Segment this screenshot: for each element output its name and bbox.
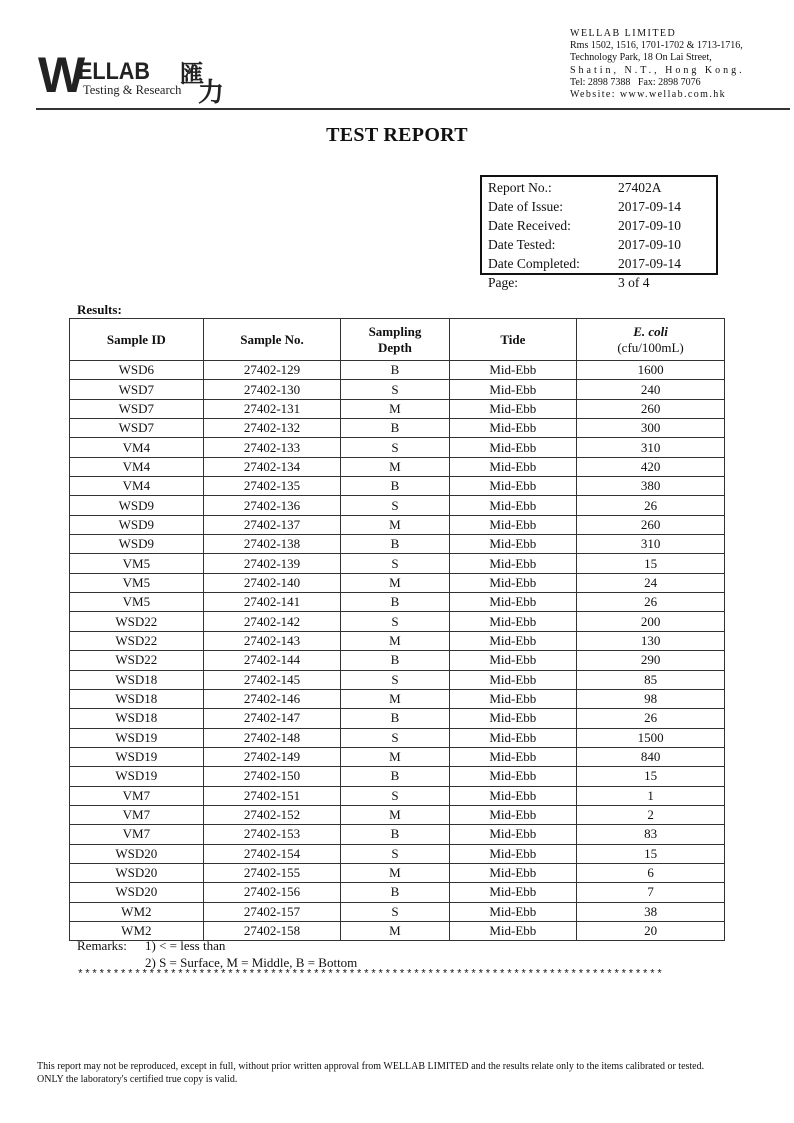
cell-sample-id: WSD7: [70, 419, 204, 438]
cell-sample-id: WSD9: [70, 515, 204, 534]
cell-tide: Mid-Ebb: [449, 361, 577, 380]
cell-tide: Mid-Ebb: [449, 921, 577, 940]
cell-tide: Mid-Ebb: [449, 844, 577, 863]
company-tel-fax: Tel: 2898 7388 Fax: 2898 7076: [570, 76, 701, 88]
table-row: [70, 883, 725, 902]
cell-sample-id: WSD18: [70, 670, 204, 689]
cell-tide: Mid-Ebb: [449, 670, 577, 689]
cell-sampling-depth: B: [341, 709, 449, 728]
cell-sample-id: VM5: [70, 573, 204, 592]
cell-tide: Mid-Ebb: [449, 554, 577, 573]
cell-sample-no: 27402-152: [203, 805, 341, 824]
cell-sampling-depth: B: [341, 419, 449, 438]
table-row: [70, 593, 725, 612]
cell-sample-id: WSD22: [70, 631, 204, 650]
cell-sampling-depth: S: [341, 728, 449, 747]
cell-sampling-depth: B: [341, 361, 449, 380]
cell-sample-id: WSD20: [70, 863, 204, 882]
results-heading: Results:: [77, 302, 122, 317]
cell-tide: Mid-Ebb: [449, 631, 577, 650]
info-value: 2017-09-14: [618, 199, 681, 214]
cell-sample-id: WM2: [70, 921, 204, 940]
cell-ecoli: 260: [577, 515, 725, 534]
table-row: [70, 554, 725, 573]
table-row: [70, 767, 725, 786]
cell-sampling-depth: B: [341, 535, 449, 554]
cell-tide: Mid-Ebb: [449, 709, 577, 728]
cell-sample-id: WSD22: [70, 651, 204, 670]
header-divider: [36, 108, 790, 110]
cell-sampling-depth: M: [341, 631, 449, 650]
info-label: Date Completed:: [488, 256, 580, 271]
cell-ecoli: 24: [577, 573, 725, 592]
cell-sample-no: 27402-137: [203, 515, 341, 534]
cell-sampling-depth: S: [341, 438, 449, 457]
cell-sample-no: 27402-142: [203, 612, 341, 631]
cell-sample-id: WSD19: [70, 747, 204, 766]
cell-sample-id: WSD9: [70, 535, 204, 554]
header-sampling-depth: [341, 319, 449, 361]
cell-sample-no: 27402-151: [203, 786, 341, 805]
cell-sample-id: VM7: [70, 805, 204, 824]
cell-sample-id: WSD20: [70, 883, 204, 902]
cell-sampling-depth: S: [341, 380, 449, 399]
table-row: [70, 477, 725, 496]
cell-sampling-depth: S: [341, 844, 449, 863]
cell-sample-no: 27402-157: [203, 902, 341, 921]
cell-sampling-depth: M: [341, 573, 449, 592]
cell-sample-no: 27402-145: [203, 670, 341, 689]
logo-w: W: [38, 47, 84, 103]
footer-line-1: This report may not be reproduced, except in full, without prior written approval from WELLAB LIMITED and the results relate only to the items calibrated or tested.: [37, 1061, 705, 1072]
cell-sample-no: 27402-154: [203, 844, 341, 863]
cell-tide: Mid-Ebb: [449, 689, 577, 708]
cell-sample-no: 27402-129: [203, 361, 341, 380]
info-label: Page:: [488, 275, 518, 290]
cell-sample-id: WSD18: [70, 689, 204, 708]
cell-tide: Mid-Ebb: [449, 612, 577, 631]
table-row: [70, 573, 725, 592]
table-row: [70, 399, 725, 418]
cell-sample-no: 27402-146: [203, 689, 341, 708]
results-table-body: [70, 361, 725, 941]
cell-ecoli: 200: [577, 612, 725, 631]
table-row: [70, 535, 725, 554]
header-sample-id: Sample ID: [70, 319, 204, 361]
table-row: [70, 689, 725, 708]
cell-sample-no: 27402-139: [203, 554, 341, 573]
cell-tide: Mid-Ebb: [449, 477, 577, 496]
info-value: 2017-09-10: [618, 218, 681, 233]
cell-ecoli: 300: [577, 419, 725, 438]
cell-ecoli: 26: [577, 496, 725, 515]
header-ecoli-units: (cfu/100mL): [617, 339, 684, 355]
cell-sample-no: 27402-153: [203, 825, 341, 844]
table-row: [70, 457, 725, 476]
logo-ellab: ELLAB: [78, 58, 150, 85]
cell-ecoli: 290: [577, 651, 725, 670]
cell-sample-id: WM2: [70, 902, 204, 921]
table-row: [70, 728, 725, 747]
info-value: 2017-09-10: [618, 237, 681, 252]
cell-sample-id: VM4: [70, 457, 204, 476]
remarks-label: Remarks:: [77, 938, 127, 953]
cell-tide: Mid-Ebb: [449, 767, 577, 786]
info-label: Date Tested:: [488, 237, 556, 252]
cell-ecoli: 840: [577, 747, 725, 766]
cell-sample-id: VM7: [70, 786, 204, 805]
cell-ecoli: 420: [577, 457, 725, 476]
cell-sample-id: WSD7: [70, 399, 204, 418]
info-value: 2017-09-14: [618, 256, 681, 271]
cell-sample-id: VM4: [70, 477, 204, 496]
cell-tide: Mid-Ebb: [449, 515, 577, 534]
table-row: [70, 747, 725, 766]
remarks: [77, 937, 357, 971]
cell-sampling-depth: S: [341, 902, 449, 921]
company-logo: [38, 47, 278, 107]
footer-disclaimer: [37, 1060, 777, 1086]
cell-ecoli: 15: [577, 767, 725, 786]
cell-sample-no: 27402-149: [203, 747, 341, 766]
cell-tide: Mid-Ebb: [449, 883, 577, 902]
cell-sample-no: 27402-158: [203, 921, 341, 940]
cell-ecoli: 83: [577, 825, 725, 844]
remarks-item-2: 2) S = Surface, M = Middle, B = Bottom: [145, 955, 358, 970]
cell-tide: Mid-Ebb: [449, 457, 577, 476]
cell-sampling-depth: S: [341, 612, 449, 631]
cell-sample-no: 27402-138: [203, 535, 341, 554]
cell-ecoli: 310: [577, 535, 725, 554]
cell-sample-id: WSD19: [70, 728, 204, 747]
cell-sampling-depth: S: [341, 670, 449, 689]
cell-sample-id: WSD9: [70, 496, 204, 515]
cell-sample-no: 27402-143: [203, 631, 341, 650]
table-row: [70, 380, 725, 399]
cell-sampling-depth: B: [341, 883, 449, 902]
company-name: WELLAB LIMITED: [570, 28, 677, 39]
cell-sample-no: 27402-134: [203, 457, 341, 476]
cell-sampling-depth: B: [341, 477, 449, 496]
table-row: [70, 496, 725, 515]
cell-sampling-depth: M: [341, 399, 449, 418]
cell-sample-no: 27402-156: [203, 883, 341, 902]
cell-sample-id: VM4: [70, 438, 204, 457]
cell-ecoli: 380: [577, 477, 725, 496]
table-row: [70, 515, 725, 534]
table-row: [70, 825, 725, 844]
cell-ecoli: 20: [577, 921, 725, 940]
table-row: [70, 651, 725, 670]
company-address-line-1: Rms 1502, 1516, 1701-1702 & 1713-1716,: [570, 40, 743, 52]
table-row: [70, 670, 725, 689]
cell-sample-no: 27402-150: [203, 767, 341, 786]
cell-sample-no: 27402-140: [203, 573, 341, 592]
table-row: [70, 902, 725, 921]
cell-sample-id: WSD6: [70, 361, 204, 380]
cell-ecoli: 7: [577, 883, 725, 902]
info-value: 27402A: [618, 180, 662, 195]
cell-sample-id: WSD22: [70, 612, 204, 631]
cell-ecoli: 38: [577, 902, 725, 921]
cell-tide: Mid-Ebb: [449, 825, 577, 844]
cell-sample-id: WSD18: [70, 709, 204, 728]
cell-tide: Mid-Ebb: [449, 902, 577, 921]
cell-sampling-depth: M: [341, 863, 449, 882]
cell-sampling-depth: S: [341, 786, 449, 805]
cell-sampling-depth: M: [341, 921, 449, 940]
table-row: [70, 709, 725, 728]
report-info-box: [480, 175, 718, 275]
cell-sample-no: 27402-131: [203, 399, 341, 418]
logo-cjk-1: 匯: [180, 62, 204, 88]
company-address-block: [570, 28, 770, 101]
company-address-line-2: Technology Park, 18 On Lai Street,: [570, 52, 712, 64]
cell-sampling-depth: B: [341, 593, 449, 612]
cell-ecoli: 2: [577, 805, 725, 824]
cell-tide: Mid-Ebb: [449, 863, 577, 882]
cell-tide: Mid-Ebb: [449, 728, 577, 747]
cell-sampling-depth: S: [341, 496, 449, 515]
cell-sample-no: 27402-144: [203, 651, 341, 670]
cell-sampling-depth: B: [341, 651, 449, 670]
cell-sample-no: 27402-141: [203, 593, 341, 612]
table-row: [70, 419, 725, 438]
cell-sample-id: WSD19: [70, 767, 204, 786]
cell-sample-id: VM5: [70, 554, 204, 573]
cell-sample-no: 27402-132: [203, 419, 341, 438]
table-row: [70, 844, 725, 863]
table-row: [70, 786, 725, 805]
cell-sampling-depth: S: [341, 554, 449, 573]
remarks-item-1: 1) < = less than: [145, 938, 226, 953]
company-address-line-3: Shatin, N.T., Hong Kong.: [570, 64, 745, 76]
table-header-row: [70, 319, 725, 361]
cell-sampling-depth: B: [341, 825, 449, 844]
header-ecoli: [577, 319, 725, 361]
cell-tide: Mid-Ebb: [449, 786, 577, 805]
cell-ecoli: 15: [577, 554, 725, 573]
cell-sample-no: 27402-147: [203, 709, 341, 728]
header-depth-line-2: Depth: [377, 339, 412, 355]
cell-sample-no: 27402-135: [203, 477, 341, 496]
cell-ecoli: 240: [577, 380, 725, 399]
cell-sampling-depth: M: [341, 457, 449, 476]
cell-sample-id: WSD20: [70, 844, 204, 863]
header-sample-no: Sample No.: [203, 319, 341, 361]
info-label: Date Received:: [488, 218, 571, 233]
end-of-report-marker: **********************************************************************************: [77, 969, 664, 981]
cell-sampling-depth: M: [341, 747, 449, 766]
cell-sampling-depth: M: [341, 515, 449, 534]
table-row: [70, 805, 725, 824]
table-row: [70, 631, 725, 650]
table-row: [70, 863, 725, 882]
info-label: Report No.:: [488, 180, 552, 195]
logo-tagline: Testing & Research: [83, 83, 182, 97]
cell-ecoli: 26: [577, 593, 725, 612]
footer-line-2: ONLY the laboratory's certified true copy is valid.: [37, 1074, 238, 1085]
results-table: [69, 318, 725, 941]
info-label: Date of Issue:: [488, 199, 563, 214]
cell-tide: Mid-Ebb: [449, 805, 577, 824]
cell-tide: Mid-Ebb: [449, 651, 577, 670]
cell-sample-no: 27402-148: [203, 728, 341, 747]
cell-tide: Mid-Ebb: [449, 593, 577, 612]
cell-sample-id: VM7: [70, 825, 204, 844]
cell-ecoli: 85: [577, 670, 725, 689]
cell-tide: Mid-Ebb: [449, 438, 577, 457]
cell-ecoli: 1500: [577, 728, 725, 747]
cell-sampling-depth: M: [341, 689, 449, 708]
cell-tide: Mid-Ebb: [449, 380, 577, 399]
cell-sampling-depth: M: [341, 805, 449, 824]
cell-sample-id: VM5: [70, 593, 204, 612]
cell-ecoli: 130: [577, 631, 725, 650]
cell-ecoli: 1: [577, 786, 725, 805]
table-row: [70, 612, 725, 631]
cell-ecoli: 15: [577, 844, 725, 863]
cell-sample-id: WSD7: [70, 380, 204, 399]
table-row: [70, 361, 725, 380]
cell-tide: Mid-Ebb: [449, 573, 577, 592]
cell-tide: Mid-Ebb: [449, 535, 577, 554]
page-number: 3 of 4: [618, 275, 650, 290]
cell-ecoli: 1600: [577, 361, 725, 380]
cell-sample-no: 27402-136: [203, 496, 341, 515]
cell-ecoli: 26: [577, 709, 725, 728]
cell-ecoli: 260: [577, 399, 725, 418]
cell-tide: Mid-Ebb: [449, 399, 577, 418]
logo-cjk-2: 力: [198, 78, 225, 107]
cell-tide: Mid-Ebb: [449, 419, 577, 438]
header-depth-line-1: Sampling: [368, 323, 422, 339]
cell-tide: Mid-Ebb: [449, 496, 577, 515]
cell-tide: Mid-Ebb: [449, 747, 577, 766]
cell-sample-no: 27402-130: [203, 380, 341, 399]
cell-ecoli: 310: [577, 438, 725, 457]
header-tide: Tide: [449, 319, 577, 361]
cell-ecoli: 6: [577, 863, 725, 882]
cell-ecoli: 98: [577, 689, 725, 708]
page-title: TEST REPORT: [326, 124, 468, 146]
table-row: [70, 438, 725, 457]
cell-sampling-depth: B: [341, 767, 449, 786]
cell-sample-no: 27402-133: [203, 438, 341, 457]
company-website: Website: www.wellab.com.hk: [570, 89, 727, 101]
header-ecoli-line-1: E. coli: [633, 323, 668, 339]
cell-sample-no: 27402-155: [203, 863, 341, 882]
